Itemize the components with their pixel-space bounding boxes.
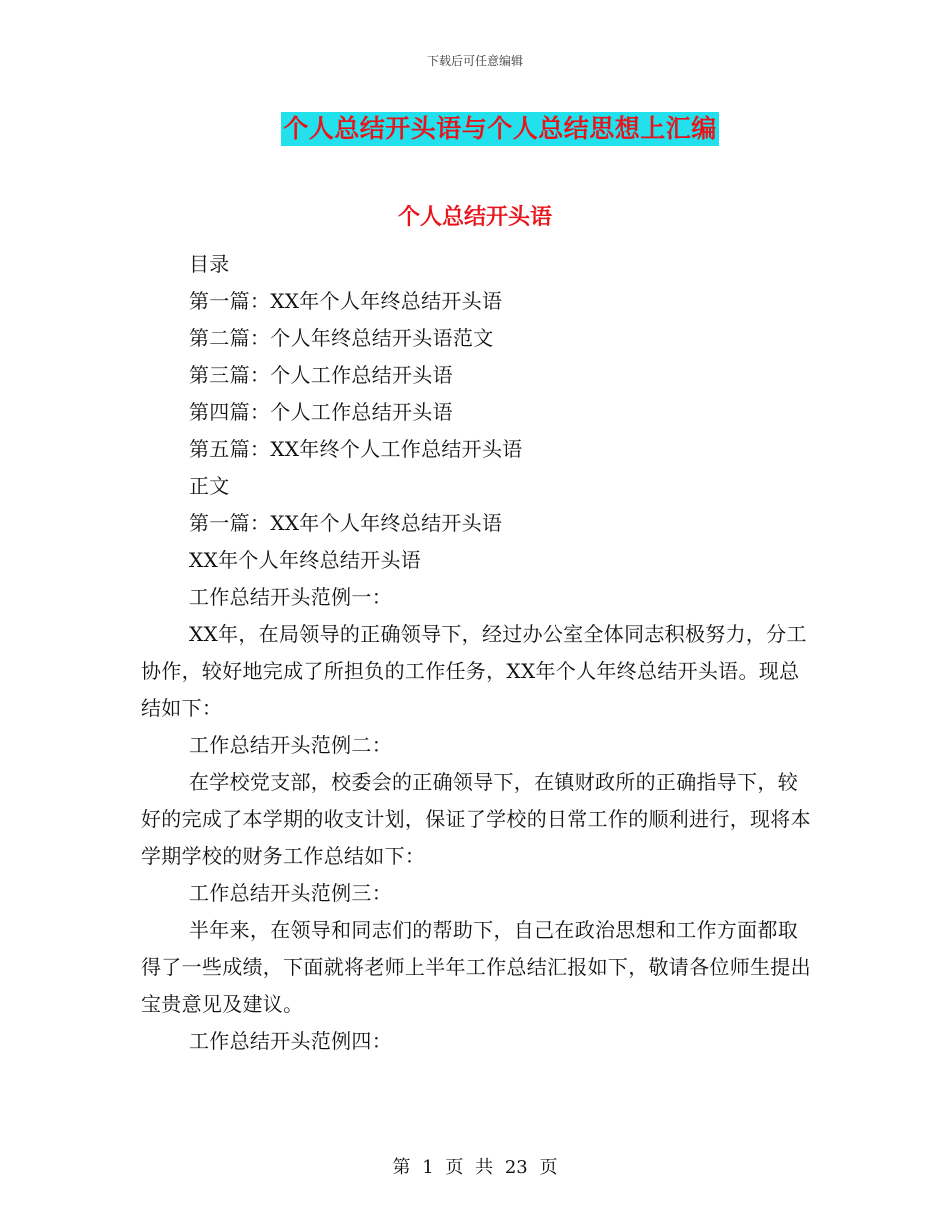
paragraph: 工作总结开头范例一： — [189, 585, 392, 609]
paragraph: 半年来，在领导和同志们的帮助下，自己在政治思想和工作方面都取得了一些成绩，下面就将老师上半年工作总结汇报如下，敬请各位师生提出宝贵意见及建议。 — [141, 918, 811, 1016]
paragraph-toc-heading: 目录 — [189, 252, 230, 276]
document-title: 个人总结开头语与个人总结思想上汇编 — [281, 112, 719, 146]
paragraph: 在学校党支部，校委会的正确领导下，在镇财政所的正确指导下，较好的完成了本学期的收支计划，保证了学校的日常工作的顺利进行，现将本学期学校的财务工作总结如下： — [141, 770, 811, 868]
paragraph-body-heading: 正文 — [189, 474, 230, 498]
toc-item: 第一篇：XX年个人年终总结开头语 — [189, 289, 503, 313]
paragraph: 工作总结开头范例三： — [189, 881, 392, 905]
section-title: 个人总结开头语 — [397, 204, 552, 230]
paragraph: 工作总结开头范例四： — [189, 1029, 392, 1053]
paragraph: XX年，在局领导的正确领导下，经过办公室全体同志积极努力，分工协作，较好地完成了所担负的工作任务，XX年个人年终总结开头语。现总结如下： — [141, 622, 807, 720]
page-number: 第 1 页 共 23 页 — [392, 1157, 558, 1178]
toc-item: 第三篇：个人工作总结开头语 — [189, 363, 453, 387]
toc-item: 第四篇：个人工作总结开头语 — [189, 400, 453, 424]
toc-item: 第二篇：个人年终总结开头语范文 — [189, 326, 494, 350]
title-container — [0, 112, 950, 146]
toc-item: 第五篇：XX年终个人工作总结开头语 — [189, 437, 523, 461]
paragraph: 工作总结开头范例二： — [189, 733, 392, 757]
paragraph: XX年个人年终总结开头语 — [189, 548, 422, 572]
document-body — [141, 246, 813, 1060]
header-note: 下载后可任意编辑 — [426, 54, 523, 68]
paragraph: 第一篇：XX年个人年终总结开头语 — [189, 511, 503, 535]
